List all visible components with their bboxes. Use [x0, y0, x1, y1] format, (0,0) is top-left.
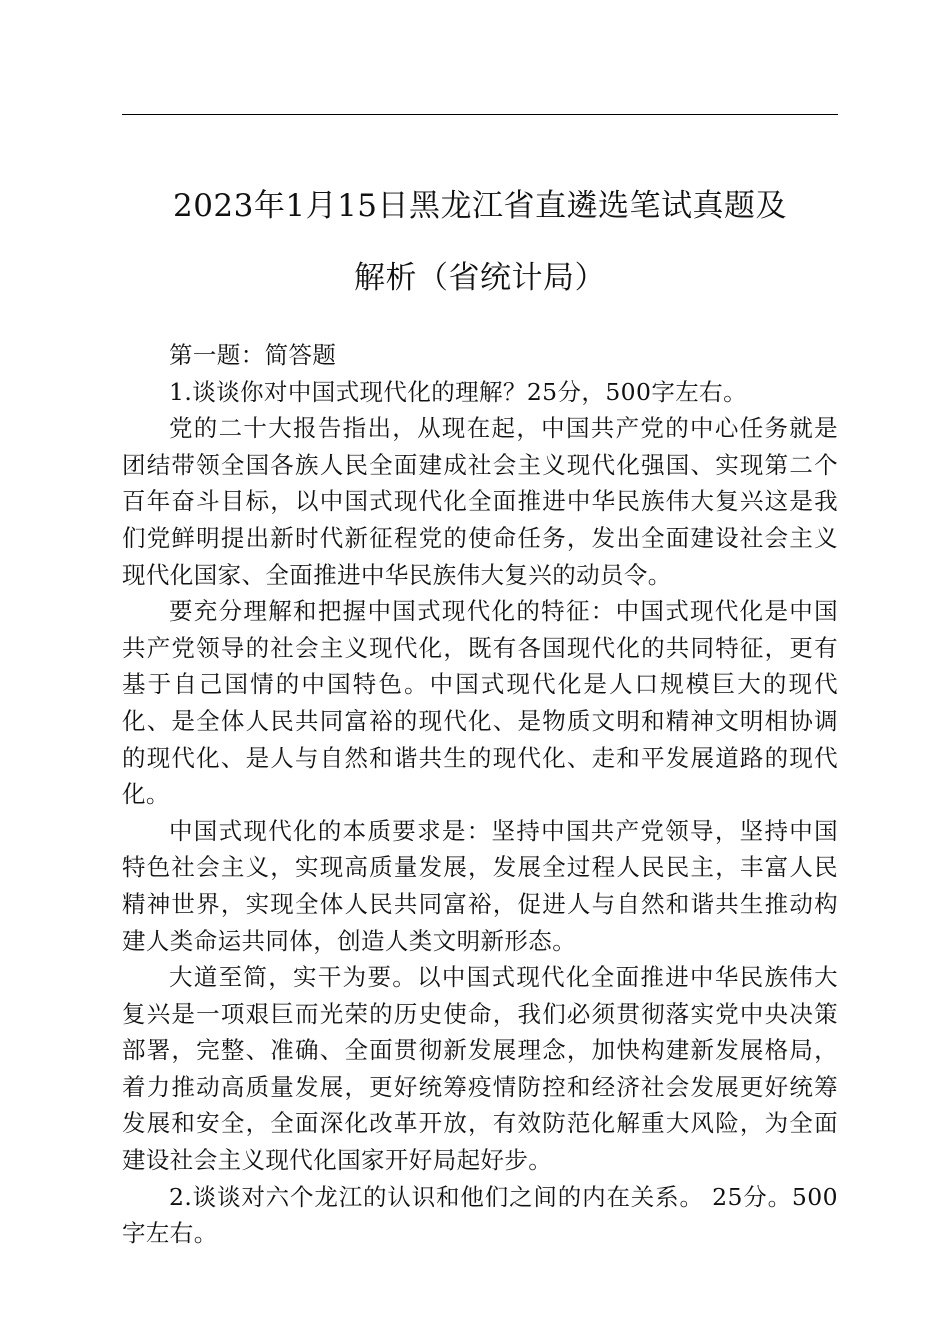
title-line-1: 2023年1月15日黑龙江省直遴选笔试真题及 [172, 188, 788, 224]
header-rule [122, 114, 838, 115]
body-paragraph: 党的二十大报告指出，从现在起，中国共产党的中心任务就是团结带领全国各族人民全面建成社会主义现代化强国、实现第二个百年奋斗目标，以中国式现代化全面推进中华民族伟大复兴这是我们党鲜明提出新时代新征程党的使命任务，发出全面建设社会主义现代化国家、全面推进中华民族伟大复兴的动员令。 [122, 414, 838, 589]
section-heading: 第一题：简答题 [169, 341, 337, 369]
body-paragraph: 要充分理解和把握中国式现代化的特征：中国式现代化是中国共产党领导的社会主义现代化，既有各国现代化的共同特征，更有基于自己国情的中国特色。中国式现代化是人口规模巨大的现代化、是全体人民共同富裕的现代化、是物质文明和精神文明相协调的现代化、是人与自然和谐共生的现代化、走和平发展道路的现代化。 [122, 597, 838, 809]
document-body [122, 337, 838, 1252]
title-line-2: 解析（省统计局） [354, 260, 606, 296]
document-title [122, 170, 838, 314]
body-paragraph: 中国式现代化的本质要求是：坚持中国共产党领导，坚持中国特色社会主义，实现高质量发展，发展全过程人民民主，丰富人民精神世界，实现全体人民共同富裕，促进人与自然和谐共生推动构建人类命运共同体，创造人类文明新形态。 [122, 816, 838, 955]
body-paragraph: 大道至简，实干为要。以中国式现代化全面推进中华民族伟大复兴是一项艰巨而光荣的历史使命，我们必须贯彻落实党中央决策部署，完整、准确、全面贯彻新发展理念，加快构建新发展格局，着力推动高质量发展，更好统筹疫情防控和经济社会发展更好统筹发展和安全，全面深化改革开放，有效防范化解重大风险，为全面建设社会主义现代化国家开好局起好步。 [122, 963, 838, 1175]
question-2: 2.谈谈对六个龙江的认识和他们之间的内在关系。 25分。500字左右。 [122, 1182, 838, 1248]
question-1: 1.谈谈你对中国式现代化的理解？25分，500字左右。 [169, 377, 747, 406]
